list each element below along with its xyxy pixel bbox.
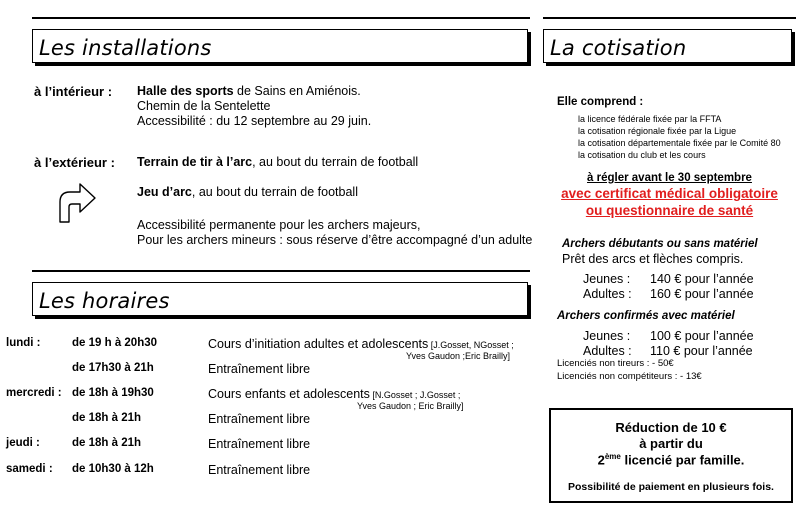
- day-samedi: samedi :: [6, 463, 53, 475]
- day-jeudi: jeudi :: [6, 437, 40, 449]
- time-mercredi-1: de 18h à 19h30: [72, 387, 154, 399]
- desc-mercredi-1: [208, 387, 460, 401]
- jeunes-price-1: 140 € pour l’année: [650, 272, 754, 286]
- regler-deadline: à régler avant le 30 septembre: [587, 172, 752, 184]
- access-line-2: Pour les archers mineurs : sous réserve d’être accompagné d’un adulte: [137, 233, 533, 247]
- comprend-item-4: la cotisation du club et les cours: [578, 150, 706, 160]
- halle-name: Halle des sports: [137, 84, 234, 98]
- turn-right-arrow-icon: [52, 180, 98, 224]
- cotisation-top-rule: [543, 17, 796, 19]
- terrain-name: Terrain de tir à l’arc: [137, 155, 253, 169]
- desc-lundi-1: [208, 337, 514, 351]
- adultes-price-2: 110 € pour l’année: [650, 344, 753, 358]
- debutants-title: Archers débutants ou sans matériel: [562, 238, 758, 250]
- confirmes-title: Archers confirmés avec matériel: [557, 310, 735, 322]
- time-mercredi-2: de 18h à 21h: [72, 412, 142, 424]
- jeunes-label-2: Jeunes :: [583, 329, 631, 343]
- non-competiteurs: Licenciés non compétiteurs : - 13€: [557, 371, 702, 382]
- note-mercredi-1: [N.Gosset ; J.Gosset ;: [369, 390, 461, 400]
- time-jeudi: de 18h à 21h: [72, 437, 142, 449]
- horaires-title-box: [32, 282, 528, 316]
- certificat-line-2: ou questionnaire de santé: [585, 203, 754, 218]
- installations-title: Les installations: [39, 36, 212, 60]
- desc-jeudi: Entraînement libre: [208, 437, 311, 451]
- accessibilite-line: Accessibilité : du 12 septembre au 29 juin.: [137, 114, 372, 128]
- note-lundi-2: Yves Gaudon ;Eric Brailly]: [406, 351, 511, 361]
- access-line-1: Accessibilité permanente pour les archers majeurs,: [137, 218, 421, 232]
- jeu-name: Jeu d’arc: [137, 185, 192, 199]
- adultes-label-2: Adultes :: [583, 344, 632, 358]
- exterieur-label: à l’extérieur :: [34, 155, 115, 170]
- time-lundi-1: de 19 h à 20h30: [72, 337, 158, 349]
- jeu-line: [137, 185, 358, 199]
- reduction-superscript: ème: [604, 452, 621, 461]
- jeunes-price-2: 100 € pour l’année: [650, 329, 754, 343]
- horaires-title: Les horaires: [39, 289, 170, 313]
- note-mercredi-2: Yves Gaudon ; Eric Brailly]: [357, 401, 464, 411]
- note-lundi-1: [J.Gosset, NGosset ;: [428, 340, 514, 350]
- reduction-line-2: à partir du: [639, 436, 703, 451]
- day-lundi: lundi :: [6, 337, 41, 349]
- terrain-line: [137, 155, 418, 169]
- desc-lundi-1-text: Cours d’initiation adultes et adolescents: [208, 337, 429, 351]
- interieur-label: à l’intérieur :: [34, 84, 113, 99]
- adultes-price-1: 160 € pour l’année: [650, 287, 754, 301]
- halle-line: [137, 84, 361, 98]
- comprend-item-3: la cotisation départementale fixée par le Comité 80: [578, 138, 781, 148]
- desc-mercredi-1-text: Cours enfants et adolescents: [208, 387, 370, 401]
- reduction-rest: licencié par famille.: [620, 452, 745, 468]
- reduction-line-3: [551, 452, 791, 467]
- paiement-line: Possibilité de paiement en plusieurs fois.: [568, 481, 774, 493]
- reduction-box: [549, 408, 793, 503]
- cotisation-title: La cotisation: [550, 36, 687, 60]
- chemin-line: Chemin de la Sentelette: [137, 99, 271, 113]
- cotisation-title-box: [543, 29, 792, 63]
- terrain-location: , au bout du terrain de football: [252, 155, 419, 169]
- reduction-number: 2: [597, 452, 605, 468]
- desc-mercredi-2: Entraînement libre: [208, 412, 311, 426]
- jeu-location: , au bout du terrain de football: [191, 185, 358, 199]
- installations-title-box: [32, 29, 528, 63]
- desc-lundi-2: Entraînement libre: [208, 362, 311, 376]
- adultes-label-1: Adultes :: [583, 287, 632, 301]
- comprend-item-1: la licence fédérale fixée par la FFTA: [578, 114, 722, 124]
- certificat-line-1: avec certificat médical obligatoire: [561, 186, 778, 201]
- day-mercredi: mercredi :: [6, 387, 62, 399]
- time-samedi: de 10h30 à 12h: [72, 463, 154, 475]
- horaires-top-rule: [32, 270, 530, 272]
- comprend-label: Elle comprend :: [557, 96, 644, 108]
- non-tireurs: Licenciés non tireurs : - 50€: [557, 358, 674, 369]
- installations-top-rule: [32, 17, 530, 19]
- debutants-sub: Prêt des arcs et flèches compris.: [562, 252, 744, 266]
- halle-location: de Sains en Amiénois.: [233, 84, 361, 98]
- time-lundi-2: de 17h30 à 21h: [72, 362, 154, 374]
- desc-samedi: Entraînement libre: [208, 463, 311, 477]
- jeunes-label-1: Jeunes :: [583, 272, 631, 286]
- comprend-item-2: la cotisation régionale fixée par la Ligue: [578, 126, 737, 136]
- reduction-line-1: Réduction de 10 €: [615, 420, 727, 435]
